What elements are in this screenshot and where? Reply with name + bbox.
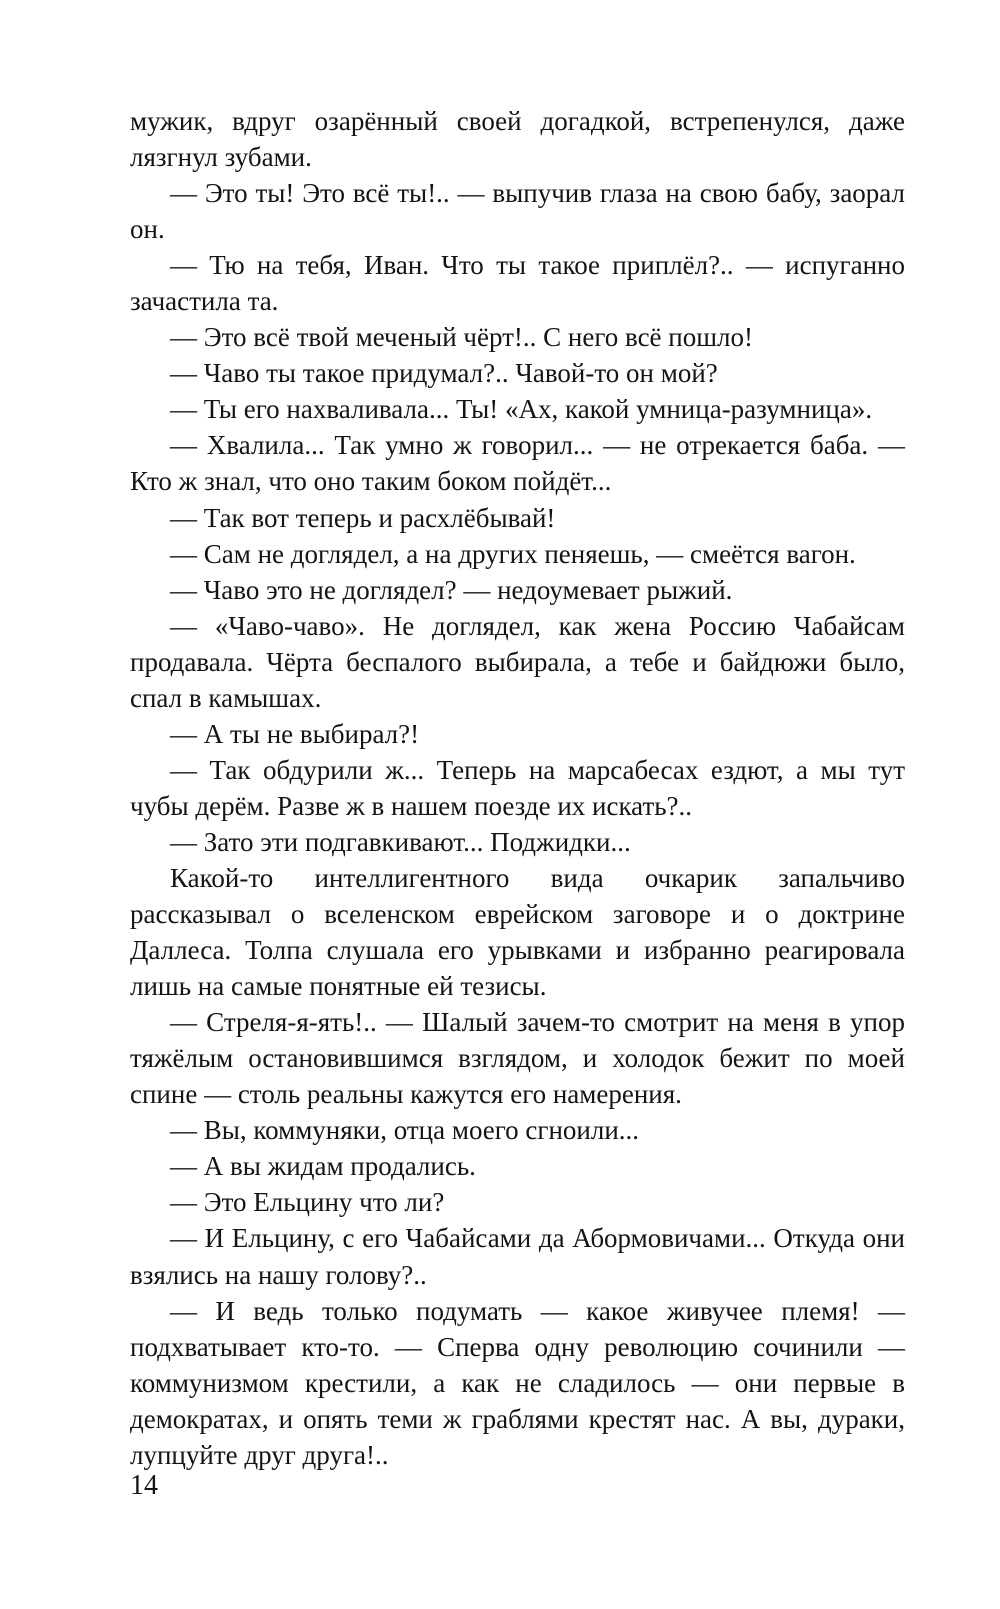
paragraph: — Так обдурили ж... Теперь на марсабесах ездют, а мы тут чубы дерём. Разве ж в нашем поезде их искать?.. xyxy=(130,754,905,821)
paragraph: — Вы, коммуняки, отца моего сгноили... xyxy=(170,1115,640,1146)
paragraph: — Так вот теперь и расхлёбывай! xyxy=(170,502,556,533)
paragraph: — И ведь только подумать — какое живучее племя! — подхватывает кто-то. — Сперва одну революцию сочинили — коммунизмом крестили, а как не сладилось — они первые в демократах, и опять теми ж граблями крестят нас. А вы, дураки, лупцуйте друг друга!.. xyxy=(130,1295,905,1470)
paragraph: — Это ты! Это всё ты!.. — выпучив глаза на свою бабу, заорал он. xyxy=(130,178,905,245)
paragraph: — Зато эти подгавкивают... Поджидки... xyxy=(170,826,631,857)
paragraph: — А ты не выбирал?! xyxy=(170,718,420,749)
page-number: 14 xyxy=(130,1470,158,1501)
paragraph: — Сам не доглядел, а на других пеняешь, — смеётся вагон. xyxy=(170,538,856,569)
paragraph: — И Ельцину, с его Чабайсами да Абормовичами... Откуда они взялись на нашу голову?.. xyxy=(130,1223,905,1290)
paragraph: — Стреля-я-ять!.. — Шалый зачем-то смотрит на меня в упор тяжёлым остановившимся взглядом, и холодок бежит по моей спине — столь реальны кажутся его намерения. xyxy=(130,1007,905,1110)
paragraph: — Это Ельцину что ли? xyxy=(170,1187,445,1218)
paragraph: мужик, вдруг озарённый своей догадкой, встрепенулся, даже лязгнул зубами. xyxy=(130,106,905,173)
paragraph: — Чаво это не доглядел? — недоумевает рыжий. xyxy=(170,574,733,605)
paragraph: — «Чаво-чаво». Не доглядел, как жена Россию Чабайсам продавала. Чёрта беспалого выбирала, а тебе и байдюжи было, спал в камышах. xyxy=(130,610,905,713)
paragraph: — Чаво ты такое придумал?.. Чавой-то он мой? xyxy=(170,358,718,389)
paragraph: — Тю на тебя, Иван. Что ты такое приплёл?.. — испуганно зачастила та. xyxy=(130,250,905,317)
paragraph: — Это всё твой меченый чёрт!.. С него всё пошло! xyxy=(170,322,753,353)
body-text xyxy=(130,103,905,1473)
paragraph: — А вы жидам продались. xyxy=(170,1151,476,1182)
paragraph: — Ты его нахваливала... Ты! «Ах, какой умница-разумница». xyxy=(170,394,873,425)
paragraph: — Хвалила... Так умно ж говорил... — не отрекается баба. — Кто ж знал, что оно таким боком пойдёт... xyxy=(130,430,905,497)
paragraph: Какой-то интеллигентного вида очкарик запальчиво рассказывал о вселенском еврейском заговоре и о доктрине Даллеса. Толпа слушала его урывками и избранно реагировала лишь на самые понятные ей тезисы. xyxy=(130,862,905,1002)
